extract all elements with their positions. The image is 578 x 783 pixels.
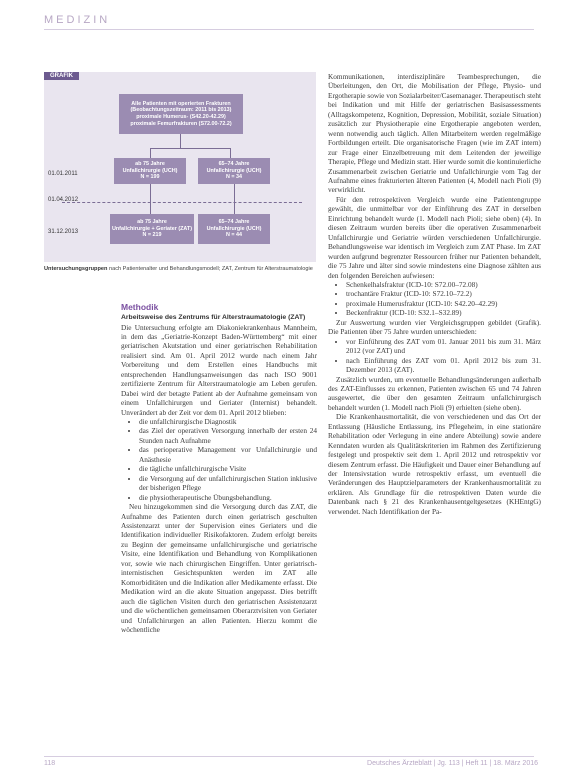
connector <box>230 148 231 158</box>
all-patients-box <box>119 94 243 134</box>
group-box-zat-75 <box>110 214 194 244</box>
connector <box>234 184 235 214</box>
box-line: 65–74 Jahre <box>218 160 250 167</box>
subsection-heading: Arbeitsweise des Zentrums für Alterstraumatologie (ZAT) <box>121 314 306 321</box>
timeline-divider <box>62 202 302 203</box>
bullet-list <box>328 280 541 318</box>
box-line: N = 219 <box>142 232 162 239</box>
caption-text: nach Patientenalter und Behandlungsmodell; ZAT, Zentrum für Alterstraumatologie <box>108 266 313 272</box>
date-label: 31.12.2013 <box>48 229 79 235</box>
page-number: 118 <box>44 760 56 767</box>
list-item: • Beckenfraktur (ICD-10: S32.1–S32.89) <box>346 308 541 317</box>
paragraph: Zur Auswertung wurden vier Vergleichsgruppen gebildet (Grafik). Die Patienten über 75 Jahre wurden unterschieden: <box>328 317 541 337</box>
box-line: Unfallchirurgie (UCH) <box>206 167 262 174</box>
box-line: N = 199 <box>140 174 160 181</box>
list-item: • trochantäre Fraktur (ICD-10: S72.10–72.2) <box>346 289 541 298</box>
paragraph: Kommunikationen, interdisziplinäre Teambesprechungen, die Überleitungen, den Ort, die Mobilisation der Pflege, Physio- und Ergotherapie sowie von Sozialarbeiter/Casemanager. Therapeutisch steht bei Indikation und mit Hilfe der geriatrischen Basisassessments (Alltagskompetenz, Kognition, Depression, Mobilität, soziale Situation) zusätzlich zur Physiotherapie eine Ergotherapie angeboten werden, wenn notwendig auch täglich. Allen Mitarbeitern werden regelmäßige Fortbildungen erteilt. Die organisatorische Fragen (wie im ZAT intern) zur Frage einer Einzelbetreuung mit dem Leitenden der jeweilige Therapie, Pflege und Medizin statt. Hier wurde somit die kontinuierliche Zusammenarbeit zwischen Geriatrie und Unfallchirurgie vom Tag der Aufnahme eines frakturierten älteren Patienten (4, Modell nach Pioli (9) verwirklicht. <box>328 72 541 195</box>
box-line: Unfallchirurgie (UCH) <box>122 167 178 174</box>
connector <box>150 148 151 158</box>
left-column <box>121 302 317 634</box>
connector <box>180 134 181 148</box>
top-box-line: Alle Patienten mit operierten Frakturen <box>131 100 231 107</box>
header-divider <box>44 29 534 30</box>
paragraph: Neu hinzugekommen sind die Versorgung durch das ZAT, die Aufnahme des Patienten durch einen geriatrisch geschulten Assistenzarzt unter der Supervision eines Geriaters und die Identifikation individueller Risikofaktoren. Zudem erfolgt bereits zu Beginn der gemeinsame unfallchirurgische und geriatrische Visite, eine Identifikation und Behandlung von Komplikationen vor, sowie wie nach chirurgischen Eingriffen. Unter geriatrisch-internistischen Gesichtspunkten werden im ZAT alle Komorbiditäten und die Indikation aller Medikamente erfasst. Die Medikation wird an die akute Situation angepasst. Dies betrifft auch die täglichen Visiten durch den geriatrischen Assistenzarzt und die wöchentlichen gemeinsamen Oberarztvisiten von Geriater und Unfallchirurgen an allen Patienten. Hierzu kommt die wöchentliche <box>121 502 317 634</box>
paragraph: Für den retrospektiven Vergleich wurde eine Patientengruppe gewählt, die unmittelbar vor der Einführung des ZAT in derselben Einrichtung behandelt wurde (1. Modell nach Pioli; siehe oben) (4). In diesen Zeitraum wurden bereits über die operativen Zusammenarbeit Unfallchirurgie und Geriatrie würden verschiedenen Unfallchirurgie. Behandlungsweise war identisch im Vergleich zum ZAT Phase. Im ZAT wurden aufgrund begrenzter Ressourcen früher nur Patienten behandelt, die 75 Jahre und älter sind sowie mindestens eine Diagnose zählten aus den folgenden Bereichen aufwiesen: <box>328 194 541 280</box>
section-header: MEDIZIN <box>44 14 111 26</box>
box-line: Unfallchirurgie + Geriater (ZAT) <box>111 225 193 232</box>
list-item: • vor Einführung des ZAT vom 01. Januar 2011 bis zum 31. März 2012 (vor ZAT) und <box>346 337 541 356</box>
date-label: 01.04.2012 <box>48 197 79 203</box>
list-item: • die physiotherapeutische Übungsbehandlung. <box>139 493 317 502</box>
journal-citation: Deutsches Ärzteblatt | Jg. 113 | Heft 11 | 18. März 2016 <box>367 760 538 767</box>
footer-divider <box>44 756 534 757</box>
box-line: Unfallchirurgie (UCH) <box>206 225 262 232</box>
figure-caption <box>44 266 320 272</box>
group-box-uch-75-early <box>114 158 186 184</box>
list-item: • das Ziel der operativen Versorgung innerhalb der ersten 24 Stunden nach Aufnahme <box>139 426 317 445</box>
list-item: • die Versorgung auf der unfallchirurgischen Station inklusive der bisherigen Pflege <box>139 474 317 493</box>
flowchart-figure <box>44 72 316 262</box>
list-item: • proximale Humerusfraktur (ICD-10: S42.20–42.29) <box>346 299 541 308</box>
box-line: ab 75 Jahre <box>135 160 165 167</box>
top-box-line: proximale Femurfrakturen (S72.00-72.2) <box>130 120 232 127</box>
list-item: • die tägliche unfallchirurgische Visite <box>139 464 317 473</box>
section-heading: Methodik <box>121 302 159 312</box>
bullet-list <box>121 417 317 502</box>
box-line: N = 34 <box>225 174 243 181</box>
figure-tag: GRAFIK <box>44 72 79 80</box>
connector <box>150 148 230 149</box>
group-box-uch-65-late <box>198 214 270 244</box>
box-line: N = 44 <box>225 232 243 239</box>
connector <box>150 184 151 214</box>
date-label: 01.01.2011 <box>48 171 78 177</box>
paragraph: Die Krankenhausmortalität, die von verschiedenen und das Ort der Entlassung (Häusliche Entlassung, ins Pflegeheim, in eine stationäre Rehabilitation oder Verlegung in eine andere Abteilung) sowie andere Kenndaten wurden als Qualitätskriterien im Rahmen des Zertifizierung festgelegt und prospektiv seit dem 1. April 2012 und retrospektiv vor diesem Zentrum erfasst. Die Häufigkeit und Dauer einer Behandlung auf der Intensivstation wurde retrospektiv erfasst, um eventuell die Veränderungen des Hauptzielparameters der Krankenhausmortalität zu erklären. Als Grundlage für die retrospektiven Daten wurde die Datenbank nach § 21 des Krankenhausentgeltgesetzes (KHEntgG) verwendet. Nach Identifikation der Pa- <box>328 412 541 516</box>
list-item: • die unfallchirurgische Diagnostik <box>139 417 317 426</box>
box-line: ab 75 Jahre <box>137 218 167 225</box>
top-box-line: (Beobachtungszeitraum: 2011 bis 2013) <box>130 107 232 114</box>
list-item: • Schenkelhalsfraktur (ICD-10: S72.00–72.08) <box>346 280 541 289</box>
paragraph: Zusätzlich wurden, um eventuelle Behandlungsänderungen außerhalb des ZAT-Einflusses zu erkennen, Patienten zwischen 65 und 74 Jahren ausgewertet, die über den gesamten Zeitraum unfallchirurgisch behandelt wurden (1. Modell nach Pioli (9) erhielten (siehe oben). <box>328 374 541 412</box>
group-box-uch-65-early <box>198 158 270 184</box>
bullet-list <box>328 337 541 375</box>
paragraph: Die Untersuchung erfolgte am Diakoniekrankenhaus Mannheim, in dem das „Geriatrie-Konzept Baden-Württemberg“ mit einer geriatrischen Akutstation und einer geriatrischen Rehabilitation realisiert sind. Am 01. April 2012 wurde nach einem Jahr Vorbereitung und dem Erstellen eines Handbuchs mit entsprechenden Handlungsanweisungen das nach ISO 9001 zertifizierte Zentrum für Alterstraumatologie am Leben gerufen. Dabei wird der betagte Patient ab der Aufnahme gemeinsam von einem Unfallchirurgen und Geriater (Internist) behandelt. Unverändert ab der Zeit vor dem 01. April 2012 blieben: <box>121 322 317 417</box>
right-column <box>328 72 541 516</box>
box-line: 65–74 Jahre <box>218 218 250 225</box>
top-box-line: proximale Humerus- (S42.20-42.29) <box>136 114 226 120</box>
caption-label: Untersuchungsgruppen <box>44 266 108 272</box>
list-item: • nach Einführung des ZAT vom 01. April 2012 bis zum 31. Dezember 2013 (ZAT). <box>346 356 541 375</box>
list-item: • das perioperative Management vor Unfallchirurgie und Anästhesie <box>139 445 317 464</box>
